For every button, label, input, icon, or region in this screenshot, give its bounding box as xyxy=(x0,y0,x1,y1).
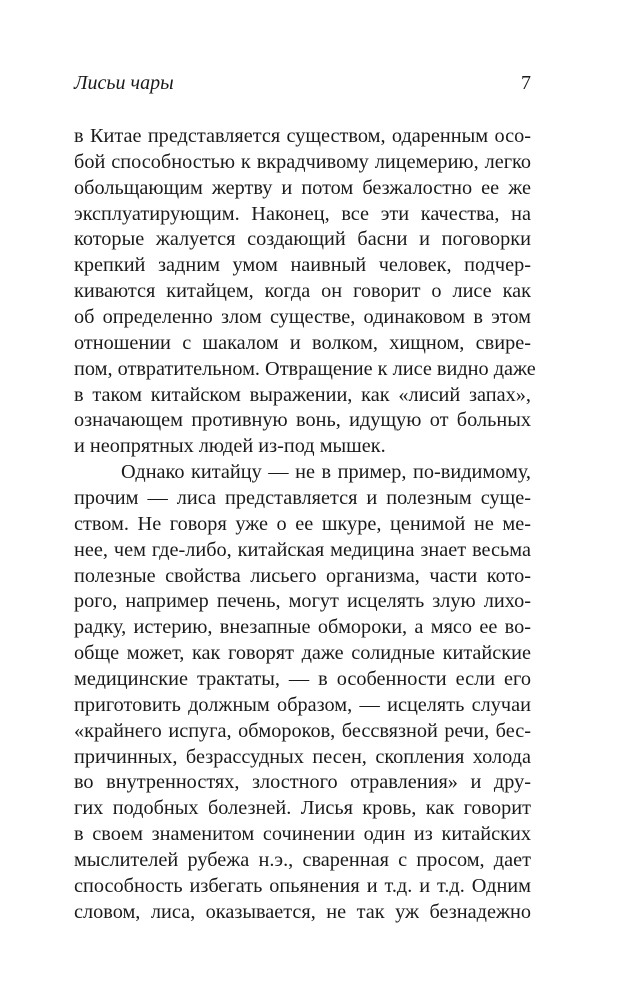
text-line: в Китае представляется существом, одаренным осо- xyxy=(74,125,531,147)
text-line: рого, например печень, могут исцелять злую лихо- xyxy=(74,590,531,613)
text-line: означающем противную вонь, идущую от больных xyxy=(74,409,531,432)
page-number: 7 xyxy=(521,72,531,94)
text-line: эксплуатирующим. Наконец, все эти качества, на xyxy=(74,202,531,225)
text-line: обще может, как говорят даже солидные китайские xyxy=(74,642,531,665)
page-body xyxy=(74,124,536,926)
text-line: об определенно злом существе, одинаковом в этом xyxy=(74,306,531,329)
text-line: мыслителей рубежа н.э., сваренная с просом, дает xyxy=(74,849,531,872)
text-line: ством. Не говоря уже о ее шкуре, ценимой не ме- xyxy=(74,512,531,535)
text-line: которые жалуется создающий басни и поговорки xyxy=(74,228,531,251)
text-line: медицинские трактаты, — в особенности если его xyxy=(74,668,531,691)
text-line: киваются китайцем, когда он говорит о лисе как xyxy=(74,280,531,303)
paragraph xyxy=(74,460,531,925)
text-line: в своем знаменитом сочинении один из китайских xyxy=(74,823,531,846)
page-header xyxy=(74,72,531,98)
text-line: крепкий задним умом наивный человек, подчер- xyxy=(74,254,531,277)
text-line: бой способностью к вкрадчивому лицемерию, легко xyxy=(74,150,531,173)
text-line: нее, чем где-либо, китайская медицина знает весьма xyxy=(74,538,531,561)
text-line: пом, отвратительном. Отвращение к лисе видно даже xyxy=(74,357,536,380)
text-line: и неопрятных людей из-под мышек. xyxy=(74,435,386,458)
text-line: полезные свойства лисьего организма, части кото- xyxy=(74,564,531,587)
text-line: отношении с шакалом и волком, хищном, свире- xyxy=(74,331,531,354)
text-line: гих подобных болезней. Лисья кровь, как говорит xyxy=(74,797,531,820)
text-line: обольщающим жертву и потом безжалостно ее же xyxy=(74,176,531,199)
text-line: словом, лиса, оказывается, не так уж безнадежно xyxy=(74,900,531,923)
text-line: во внутренностях, злостного отравления» и дру- xyxy=(74,771,531,794)
text-line: «крайнего испуга, обмороков, бессвязной речи, бес- xyxy=(74,719,531,742)
text-line: способность избегать опьянения и т.д. и т.д. Одним xyxy=(74,874,531,897)
running-title: Лисьи чары xyxy=(74,72,174,94)
text-line: Однако китайцу — не в пример, по-видимому, xyxy=(121,461,531,484)
text-line: в таком китайском выражении, как «лисий запах», xyxy=(74,383,531,406)
text-line: радку, истерию, внезапные обмороки, а мясо ее во- xyxy=(74,616,531,639)
text-line: приготовить должным образом, — исцелять случаи xyxy=(74,693,531,716)
paragraph xyxy=(74,124,536,460)
text-line: причинных, безрассудных песен, скопления холода xyxy=(74,745,531,768)
text-line: прочим — лиса представляется и полезным суще- xyxy=(74,487,531,510)
